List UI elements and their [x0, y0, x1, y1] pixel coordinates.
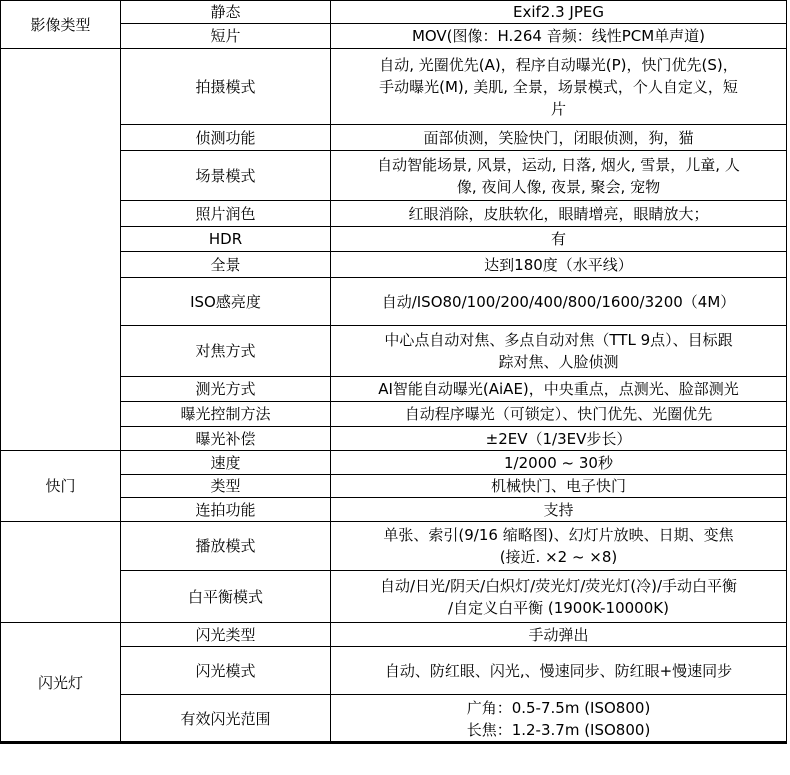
value-line: 自动/日光/阴天/白炽灯/荧光灯/荧光灯(冷)/手动白平衡: [379, 576, 738, 595]
spec-name: 闪光类型: [121, 623, 331, 647]
spec-name: 曝光补偿: [121, 427, 331, 451]
spec-value: [331, 695, 787, 744]
value-line: 踪对焦、人脸侦测: [498, 353, 619, 371]
spec-value: 红眼消除，皮肤软化，眼睛增亮，眼睛放大；: [331, 201, 787, 227]
value-line: 像, 夜间人像, 夜景, 聚会, 宠物: [456, 177, 661, 196]
spec-name: 侦测功能: [121, 125, 331, 151]
table-row: [1, 49, 787, 125]
spec-value: Exif2.3 JPEG: [331, 1, 787, 24]
spec-name: 连拍功能: [121, 498, 331, 522]
spec-value: [331, 151, 787, 201]
spec-value: 机械快门、电子快门: [331, 475, 787, 498]
value-line: 片: [550, 99, 566, 118]
spec-name: 短片: [121, 24, 331, 49]
spec-name: 照片润色: [121, 201, 331, 227]
spec-value: 自动/ISO80/100/200/400/800/1600/3200（4M）: [331, 278, 787, 326]
spec-name: HDR: [121, 227, 331, 252]
spec-value: [331, 522, 787, 571]
spec-name: 类型: [121, 475, 331, 498]
spec-name: ISO感亮度: [121, 278, 331, 326]
spec-name: 拍摄模式: [121, 49, 331, 125]
spec-name: 对焦方式: [121, 326, 331, 377]
spec-value: 自动、防红眼、闪光,、慢速同步、防红眼+慢速同步: [331, 647, 787, 695]
value-line: 长焦：1.2-3.7m (ISO800): [466, 721, 651, 739]
value-line: 自动, 光圈优先(A)，程序自动曝光(P)，快门优先(S)，: [379, 55, 738, 74]
spec-value: 有: [331, 227, 787, 252]
table-row: [1, 623, 787, 647]
value-line: 中心点自动对焦、多点自动对焦（TTL 9点）、目标跟: [384, 331, 733, 349]
group-cell-shutter: 快门: [1, 451, 121, 522]
spec-value: 支持: [331, 498, 787, 522]
spec-value: 自动程序曝光（可锁定）、快门优先、光圈优先: [331, 402, 787, 427]
spec-value: ±2EV（1/3EV步长）: [331, 427, 787, 451]
spec-value: [331, 49, 787, 125]
spec-name: 闪光模式: [121, 647, 331, 695]
spec-name: 全景: [121, 252, 331, 278]
spec-value: 达到180度（水平线）: [331, 252, 787, 278]
group-cell-flash: 闪光灯: [1, 623, 121, 744]
spec-value: [331, 571, 787, 623]
value-line: /自定义白平衡 (1900K-10000K): [448, 598, 669, 617]
spec-value: 手动弹出: [331, 623, 787, 647]
spec-name: 场景模式: [121, 151, 331, 201]
spec-name: 速度: [121, 451, 331, 475]
group-cell-blank: [1, 49, 121, 451]
spec-value: [331, 326, 787, 377]
group-cell-blank: [1, 522, 121, 623]
group-cell-image-type: 影像类型: [1, 1, 121, 49]
spec-name: 曝光控制方法: [121, 402, 331, 427]
value-line: 自动智能场景, 风景，运动, 日落, 烟火, 雪景，儿童, 人: [377, 155, 740, 174]
value-line: 手动曝光(M), 美肌, 全景，场景模式，个人自定义，短: [379, 77, 738, 96]
spec-value: 面部侦测，笑脸快门，闭眼侦测，狗，猫: [331, 125, 787, 151]
spec-name: 有效闪光范围: [121, 695, 331, 744]
spec-name: 测光方式: [121, 377, 331, 402]
value-line: 广角：0.5-7.5m (ISO800): [466, 699, 651, 717]
table-row: [1, 1, 787, 24]
spec-name: 静态: [121, 1, 331, 24]
value-line: 单张、索引(9/16 缩略图)、幻灯片放映、日期、变焦: [383, 526, 734, 544]
spec-value: AI智能自动曝光(AiAE)，中央重点，点测光、脸部测光: [331, 377, 787, 402]
spec-value: MOV(图像：H.264 音频：线性PCM单声道): [331, 24, 787, 49]
spec-name: 播放模式: [121, 522, 331, 571]
table-row: [1, 451, 787, 475]
spec-name: 白平衡模式: [121, 571, 331, 623]
bottom-rule: [0, 741, 786, 743]
spec-value: 1/2000 ~ 30秒: [331, 451, 787, 475]
table-row: [1, 522, 787, 571]
value-line: (接近. ×2 ~ ×8): [499, 548, 618, 566]
